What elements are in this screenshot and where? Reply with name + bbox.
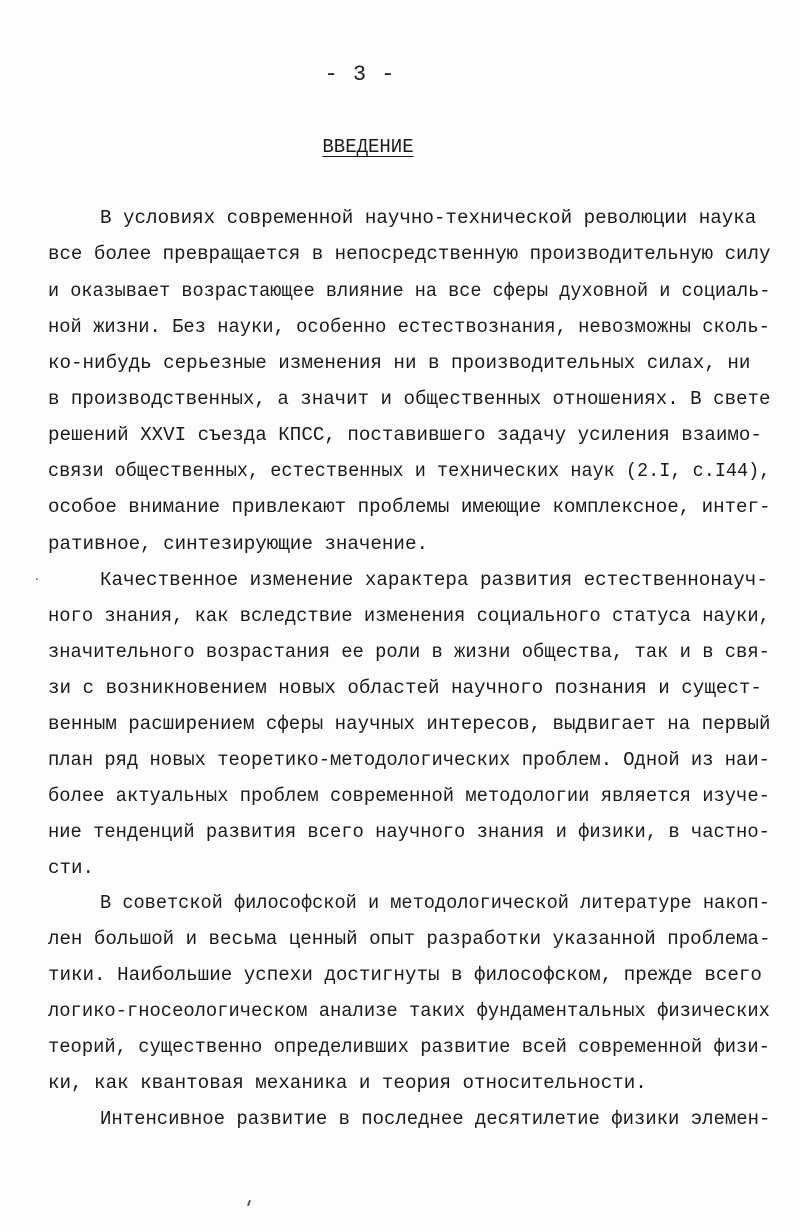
paragraph-1-line-3: и оказывает возрастающее влияние на все сферы духовной и социаль- xyxy=(48,280,771,302)
paragraph-3-line-2: лен большой и весьма ценный опыт разработки указанной проблема- xyxy=(48,928,771,950)
paragraph-1-line-6: в производственных, а значит и общественных отношениях. В свете xyxy=(48,388,771,410)
paragraph-2-line-7: более актуальных проблем современной методологии является изуче- xyxy=(48,785,770,807)
paragraph-3-line-5: теорий, существенно определивших развитие всей современной физи- xyxy=(48,1036,770,1058)
paragraph-1-line-7: решений XXVI съезда КПСС, поставившего задачу усиления взаимо- xyxy=(48,424,762,446)
paragraph-1-line-9: особое внимание привлекают проблемы имеющие комплексное, интег- xyxy=(48,496,771,518)
paragraph-2-line-3: значительного возрастания ее роли в жизни общества, так и в свя- xyxy=(48,641,770,663)
paragraph-1-line-2: все более превращается в непосредственную производительную силу xyxy=(48,243,771,265)
paper-speck xyxy=(36,578,38,580)
paragraph-3-line-6: ки, как квантовая механика и теория относительности. xyxy=(48,1072,647,1094)
page-number: - 3 - xyxy=(324,62,396,87)
paragraph-3-line-3: тики. Наибольшие успехи достигнуты в философском, прежде всего xyxy=(48,964,762,986)
paragraph-3-line-1: В советской философской и методологической литературе накоп- xyxy=(100,892,770,914)
paragraph-2-line-8: ние тенденций развития всего научного знания и физики, в частно- xyxy=(48,821,770,843)
paragraph-2-line-4: зи с возникновением новых областей научного познания и сущест- xyxy=(48,677,762,699)
paragraph-1-line-1: В условиях современной научно-технической революции наука xyxy=(100,207,757,229)
paragraph-1-line-5: ко-нибудь серьезные изменения ни в производительных силах, ни xyxy=(48,352,751,374)
paragraph-1-line-8: связи общественных, естественных и технических наук (2.I, с.I44), xyxy=(48,460,771,482)
paragraph-4-line-1: Интенсивное развитие в последнее десятилетие физики элемен- xyxy=(100,1108,771,1130)
paragraph-2-line-5: венным расширением сферы научных интересов, выдвигает на первый xyxy=(48,713,771,735)
paragraph-1-line-10: ративное, синтезирующие значение. xyxy=(48,533,428,555)
paragraph-3-line-4: логико-гносеологическом анализе таких фундаментальных физических xyxy=(48,1000,770,1022)
section-heading: ВВЕДЕНИЕ xyxy=(322,136,414,158)
ink-mark xyxy=(247,1200,251,1206)
paragraph-2-line-9: сти. xyxy=(48,857,95,879)
paragraph-1-line-4: ной жизни. Без науки, особенно естествознания, невозможны сколь- xyxy=(48,316,770,338)
paragraph-2-line-1: Качественное изменение характера развития естественнонауч- xyxy=(100,569,768,591)
paragraph-2-line-2: ного знания, как вследствие изменения социального статуса науки, xyxy=(48,605,770,627)
paragraph-2-line-6: план ряд новых теоретико-методологических проблем. Одной из наи- xyxy=(48,749,770,771)
